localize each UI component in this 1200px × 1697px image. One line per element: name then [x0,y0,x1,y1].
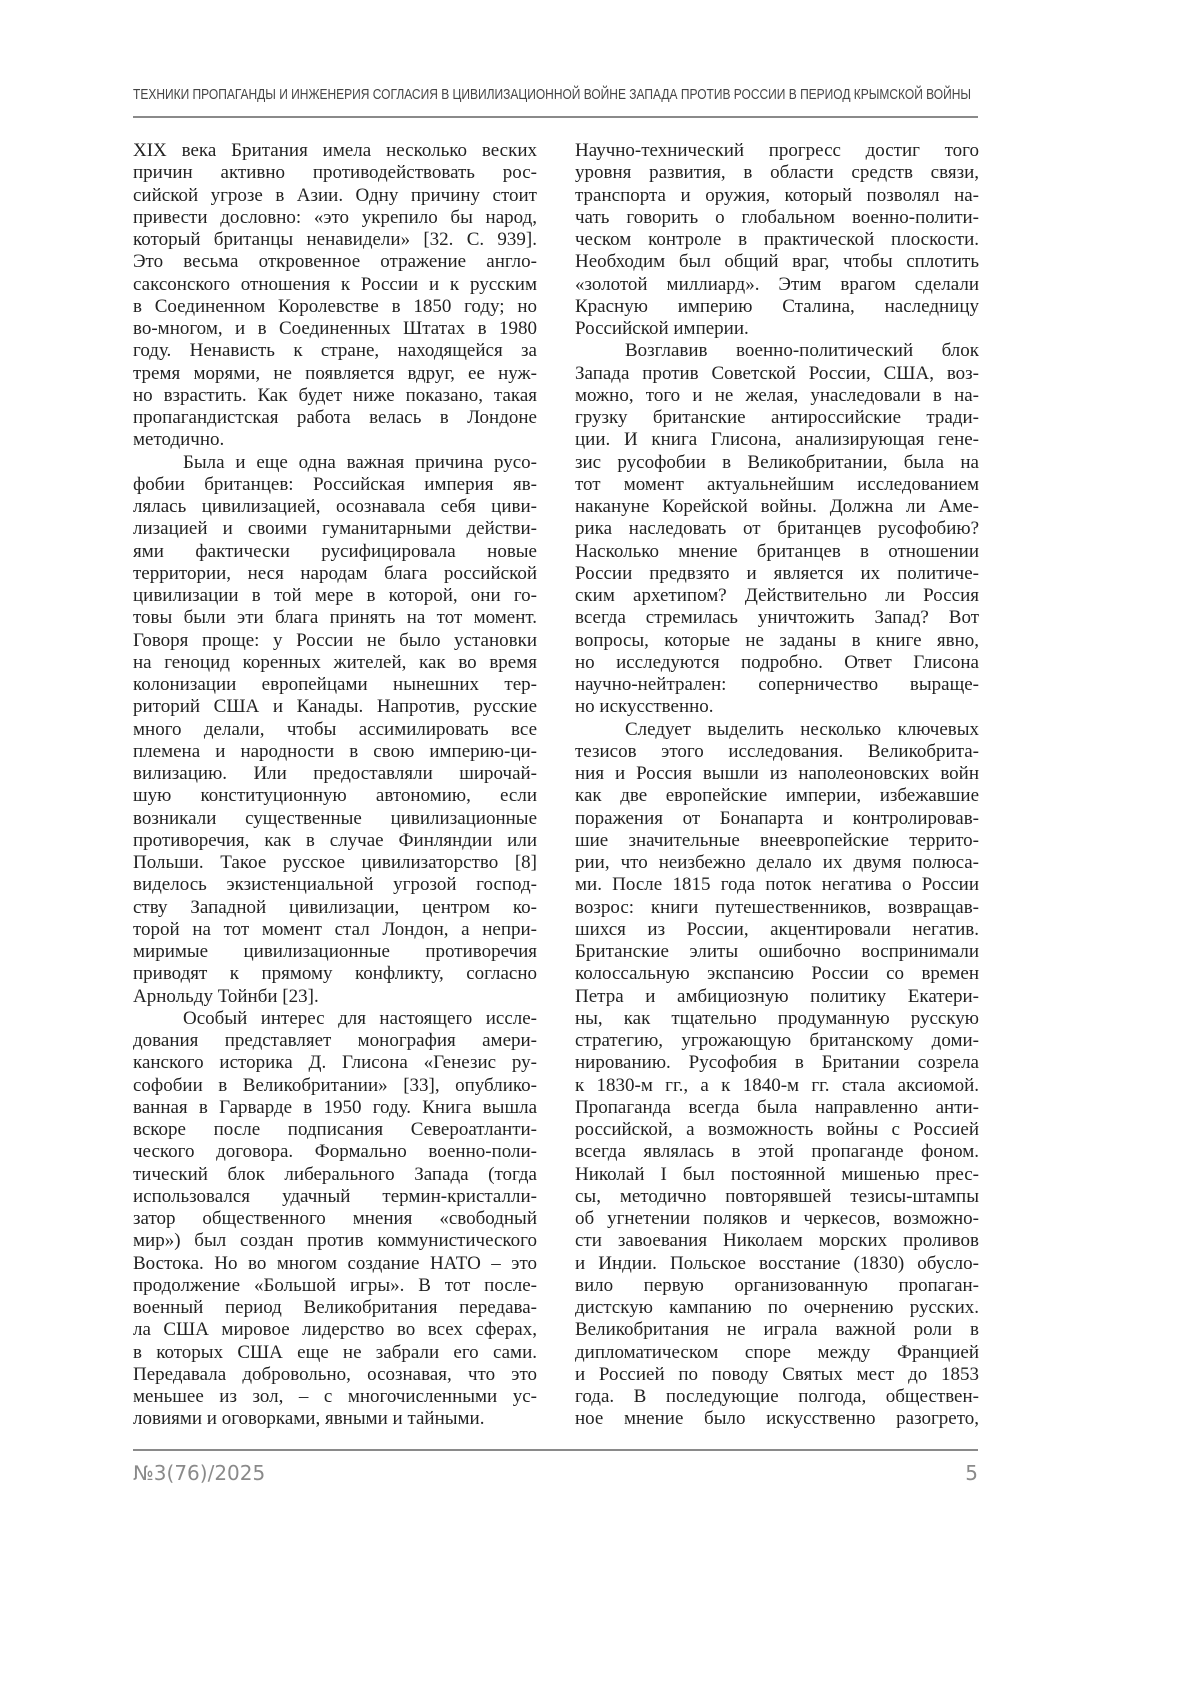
text-line: года. В последующие полгода, обществен- [575,1386,979,1408]
text-line: Польши. Такое русское цивилизаторство [8] [133,852,537,874]
text-line: дипломатическом споре между Францией [575,1342,979,1364]
text-line: году. Ненависть к стране, находящейся за [133,340,537,362]
text-line: вилизацию. Или предоставляли широчай- [133,763,537,785]
text-line: тремя морями, не появляется вдруг, ее нуж- [133,363,537,385]
text-line: как две европейские империи, избежавшие [575,785,979,807]
text-line: нированию. Русофобия в Британии созрела [575,1052,979,1074]
text-line: возникали существенные цивилизационные [133,808,537,830]
text-line: Возглавив военно-политический блок [575,340,979,362]
text-line: зис русофобии в Великобритании, была на [575,452,979,474]
text-line: ми. После 1815 года поток негатива о России [575,874,979,896]
text-line: ванная в Гарварде в 1950 году. Книга вышла [133,1097,537,1119]
text-line: дования представляет монография амери- [133,1030,537,1052]
text-line: вило первую организованную пропаган- [575,1275,979,1297]
text-line: российской, а возможность войны с Россией [575,1119,979,1141]
paragraph [575,340,979,718]
text-line: софобии в Великобритании» [33], опублико- [133,1075,537,1097]
page-number: 5 [965,1461,978,1485]
text-line: ны, как тщательно продуманную русскую [575,1008,979,1030]
text-line: XIX века Британия имела несколько веских [133,140,537,162]
text-line: военный период Великобритания передава- [133,1297,537,1319]
text-line: затор общественного мнения «свободный [133,1208,537,1230]
text-line: тот момент актуальнейшим исследованием [575,474,979,496]
text-line: к 1830-м гг., а к 1840-м гг. стала аксиомой. [575,1075,979,1097]
text-line: тезисов этого исследования. Великобрита- [575,741,979,763]
text-line: рии, что неизбежно делало их двумя полюса- [575,852,979,874]
text-line: транспорта и оружия, который позволял на- [575,185,979,207]
text-line: товы были эти блага принять на тот момент. [133,607,537,629]
text-line: но исследуются подробно. Ответ Глисона [575,652,979,674]
text-line: Пропаганда всегда была направленно анти- [575,1097,979,1119]
text-line: на геноцид коренных жителей, как во время [133,652,537,674]
text-line: Насколько мнение британцев в отношении [575,541,979,563]
text-line: риторий США и Канады. Напротив, русские [133,696,537,718]
text-line: ла США мировое лидерство во всех сферах, [133,1319,537,1341]
text-line: много делали, чтобы ассимилировать все [133,719,537,741]
text-line: Востока. Но во многом создание НАТО – это [133,1253,537,1275]
text-line: ния и Россия вышли из наполеоновских войн [575,763,979,785]
text-line: можно, того и не желая, унаследовали в на- [575,385,979,407]
text-line: канского историка Д. Глисона «Генезис ру- [133,1052,537,1074]
text-line: миримые цивилизационные противоречия [133,941,537,963]
text-line: Это весьма откровенное отражение англо- [133,251,537,273]
text-line: Российской империи. [575,318,979,340]
text-line: чать говорить о глобальном военно-полити- [575,207,979,229]
text-line: всегда являлась в этой пропаганде фоном. [575,1141,979,1163]
text-line: Николай I был постоянной мишенью прес- [575,1164,979,1186]
text-line: уровня развития, в области средств связи, [575,162,979,184]
text-line: возрос: книги путешественников, возвращав- [575,897,979,919]
text-line: ное мнение было искусственно разогрето, [575,1408,979,1430]
text-line: но искусственно. [575,696,979,718]
text-line: вопросы, которые не заданы в книге явно, [575,630,979,652]
paragraph [133,140,537,452]
text-line: пропагандистская работа велась в Лондоне [133,407,537,429]
text-line: в которых США еще не забрали его сами. [133,1342,537,1364]
text-line: ческом контроле в практической плоскости. [575,229,979,251]
text-line: лялась цивилизацией, осознавала себя циви- [133,496,537,518]
text-line: причин активно противодействовать рос- [133,162,537,184]
text-line: вскоре после подписания Североатланти- [133,1119,537,1141]
text-line: Необходим был общий враг, чтобы сплотить [575,251,979,273]
paragraph [575,719,979,1431]
text-line: торой на тот момент стал Лондон, а непри- [133,919,537,941]
text-line: виделось экзистенциальной угрозой господ- [133,874,537,896]
right-column [575,140,979,1431]
text-line: всегда стремилась уничтожить Запад? Вот [575,607,979,629]
text-line: в Соединенном Королевстве в 1850 году; но [133,296,537,318]
paragraph [133,452,537,1008]
running-header [133,86,978,110]
text-line: грузку британские антироссийские тради- [575,407,979,429]
text-line: Следует выделить несколько ключевых [575,719,979,741]
text-line: тический блок либерального Запада (тогда [133,1164,537,1186]
paragraph [575,140,979,340]
paragraph [133,1008,537,1431]
text-line: Особый интерес для настоящего иссле- [133,1008,537,1030]
text-line: во-многом, и в Соединенных Штатах в 1980 [133,318,537,340]
text-line: ловиями и оговорками, явными и тайными. [133,1408,537,1430]
text-line: противоречия, как в случае Финляндии или [133,830,537,852]
text-line: колонизации европейцами нынешних тер- [133,674,537,696]
running-title: ТЕХНИКИ ПРОПАГАНДЫ И ИНЖЕНЕРИЯ СОГЛАСИЯ В ЦИВИЛИЗАЦИОННОЙ ВОЙНЕ ЗАПАДА ПРОТИВ РОССИИ В ПЕРИОД КРЫМСКОЙ ВОЙНЫ [133,86,971,103]
text-line: сы, методично повторявшей тезисы-штампы [575,1186,979,1208]
text-line: фобии британцев: Российская империя яв- [133,474,537,496]
text-line: России предвзято и является их политиче- [575,563,979,585]
text-line: Великобритания не играла важной роли в [575,1319,979,1341]
text-line: методично. [133,429,537,451]
text-line: лизацией и своими гуманитарными действи- [133,518,537,540]
text-line: меньшее из зол, – с многочисленными ус- [133,1386,537,1408]
text-line: ским архетипом? Действительно ли Россия [575,585,979,607]
text-line: Запада против Советской России, США, воз- [575,363,979,385]
text-line: стратегию, угрожающую британскому доми- [575,1030,979,1052]
text-line: шие значительные внеевропейские террито- [575,830,979,852]
text-line: ческого договора. Формально военно-поли- [133,1141,537,1163]
text-line: поражения от Бонапарта и контролировав- [575,808,979,830]
text-line: продолжение «Большой игры». В тот после- [133,1275,537,1297]
left-column [133,140,537,1431]
text-line: привести дословно: «это укрепило бы народ, [133,207,537,229]
text-line: Была и еще одна важная причина русо- [133,452,537,474]
text-line: и Индии. Польское восстание (1830) обусло- [575,1253,979,1275]
text-line: сийской угрозе в Азии. Одну причину стоит [133,185,537,207]
text-line: ству Западной цивилизации, центром ко- [133,897,537,919]
text-line: сти завоевания Николаем морских проливов [575,1230,979,1252]
text-line: но взрастить. Как будет ниже показано, такая [133,385,537,407]
text-line: племена и народности в свою империю-ци- [133,741,537,763]
text-line: колоссальную экспансию России со времен [575,963,979,985]
text-line: Научно-технический прогресс достиг того [575,140,979,162]
text-line: использовался удачный термин-кристалли- [133,1186,537,1208]
text-line: ции. И книга Глисона, анализирующая гене- [575,429,979,451]
text-line: «золотой миллиард». Этим врагом сделали [575,274,979,296]
text-line: территории, неся народам блага российской [133,563,537,585]
text-line: Передавала добровольно, осознавая, что это [133,1364,537,1386]
text-line: Петра и амбициозную политику Екатери- [575,986,979,1008]
header-divider [133,116,978,118]
text-line: ями фактически русифицировала новые [133,541,537,563]
text-line: научно-нейтрален: соперничество выраще- [575,674,979,696]
text-line: Британские элиты ошибочно воспринимали [575,941,979,963]
issue-number: №3(76)/2025 [133,1461,265,1485]
text-line: который британцы ненавидели» [32. С. 939]. [133,229,537,251]
text-line: накануне Корейской войны. Должна ли Аме- [575,496,979,518]
text-line: Красную империю Сталина, наследницу [575,296,979,318]
text-line: саксонского отношения к России и к русским [133,274,537,296]
text-line: и Россией по поводу Святых мест до 1853 [575,1364,979,1386]
text-line: дистскую кампанию по очернению русских. [575,1297,979,1319]
text-line: рика наследовать от британцев русофобию? [575,518,979,540]
text-line: Арнольду Тойнби [23]. [133,986,537,1008]
footer-divider [133,1449,978,1451]
text-line: об угнетении поляков и черкесов, возможно- [575,1208,979,1230]
text-line: мир») был создан против коммунистического [133,1230,537,1252]
text-line: Говоря проще: у России не было установки [133,630,537,652]
text-line: приводят к прямому конфликту, согласно [133,963,537,985]
text-line: шихся из России, акцентировали негатив. [575,919,979,941]
text-line: шую конституционную автономию, если [133,785,537,807]
text-line: цивилизации в той мере в которой, они го- [133,585,537,607]
